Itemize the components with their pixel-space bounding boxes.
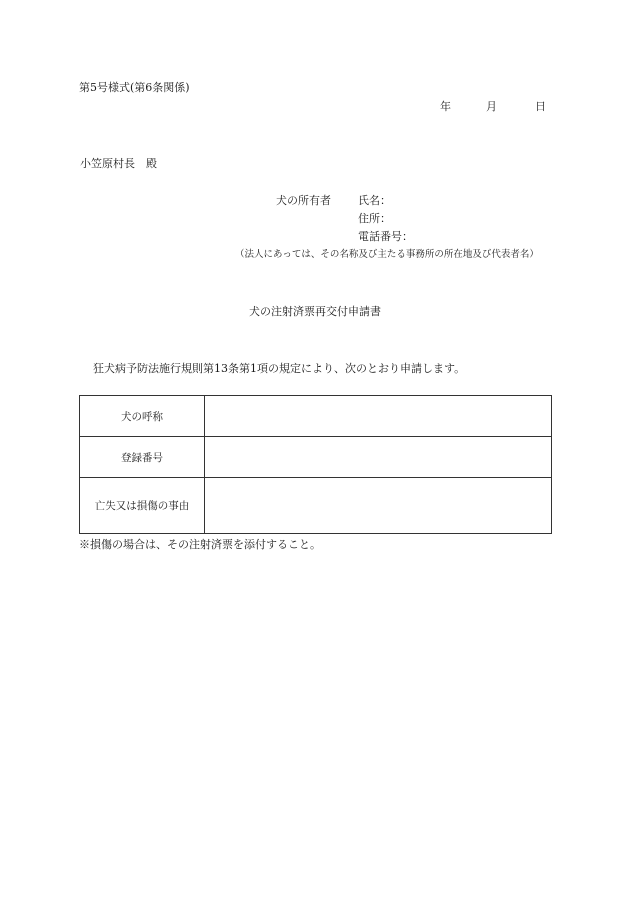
addressee: 小笠原村長 殿 (80, 157, 157, 170)
registration-number-label: 登録番号 (80, 437, 205, 478)
owner-address-label: 住所： (358, 212, 391, 225)
owner-phone-label: 電話番号： (358, 230, 413, 243)
application-table (79, 395, 552, 534)
date-day-label: 日 (535, 100, 546, 113)
table-row (80, 437, 552, 478)
table-row (80, 396, 552, 437)
date-year-label: 年 (440, 100, 451, 113)
loss-damage-reason-field[interactable] (205, 478, 552, 534)
document-title: 犬の注射済票再交付申請書 (249, 305, 381, 318)
registration-number-field[interactable] (205, 437, 552, 478)
loss-damage-reason-label: 亡失又は損傷の事由 (80, 478, 205, 534)
footnote: ※損傷の場合は、その注射済票を添付すること。 (79, 538, 321, 551)
dog-name-field[interactable] (205, 396, 552, 437)
owner-heading: 犬の所有者 (276, 194, 331, 207)
table-row (80, 478, 552, 534)
intro-statement: 狂犬病予防法施行規則第13条第1項の規定により、次のとおり申請します。 (93, 362, 466, 375)
corporate-note: （法人にあっては、その名称及び主たる事務所の所在地及び代表者名） (235, 249, 539, 260)
owner-name-label: 氏名： (358, 194, 391, 207)
date-month-label: 月 (486, 100, 497, 113)
dog-name-label: 犬の呼称 (80, 396, 205, 437)
form-number: 第5号様式(第6条関係) (79, 81, 190, 94)
